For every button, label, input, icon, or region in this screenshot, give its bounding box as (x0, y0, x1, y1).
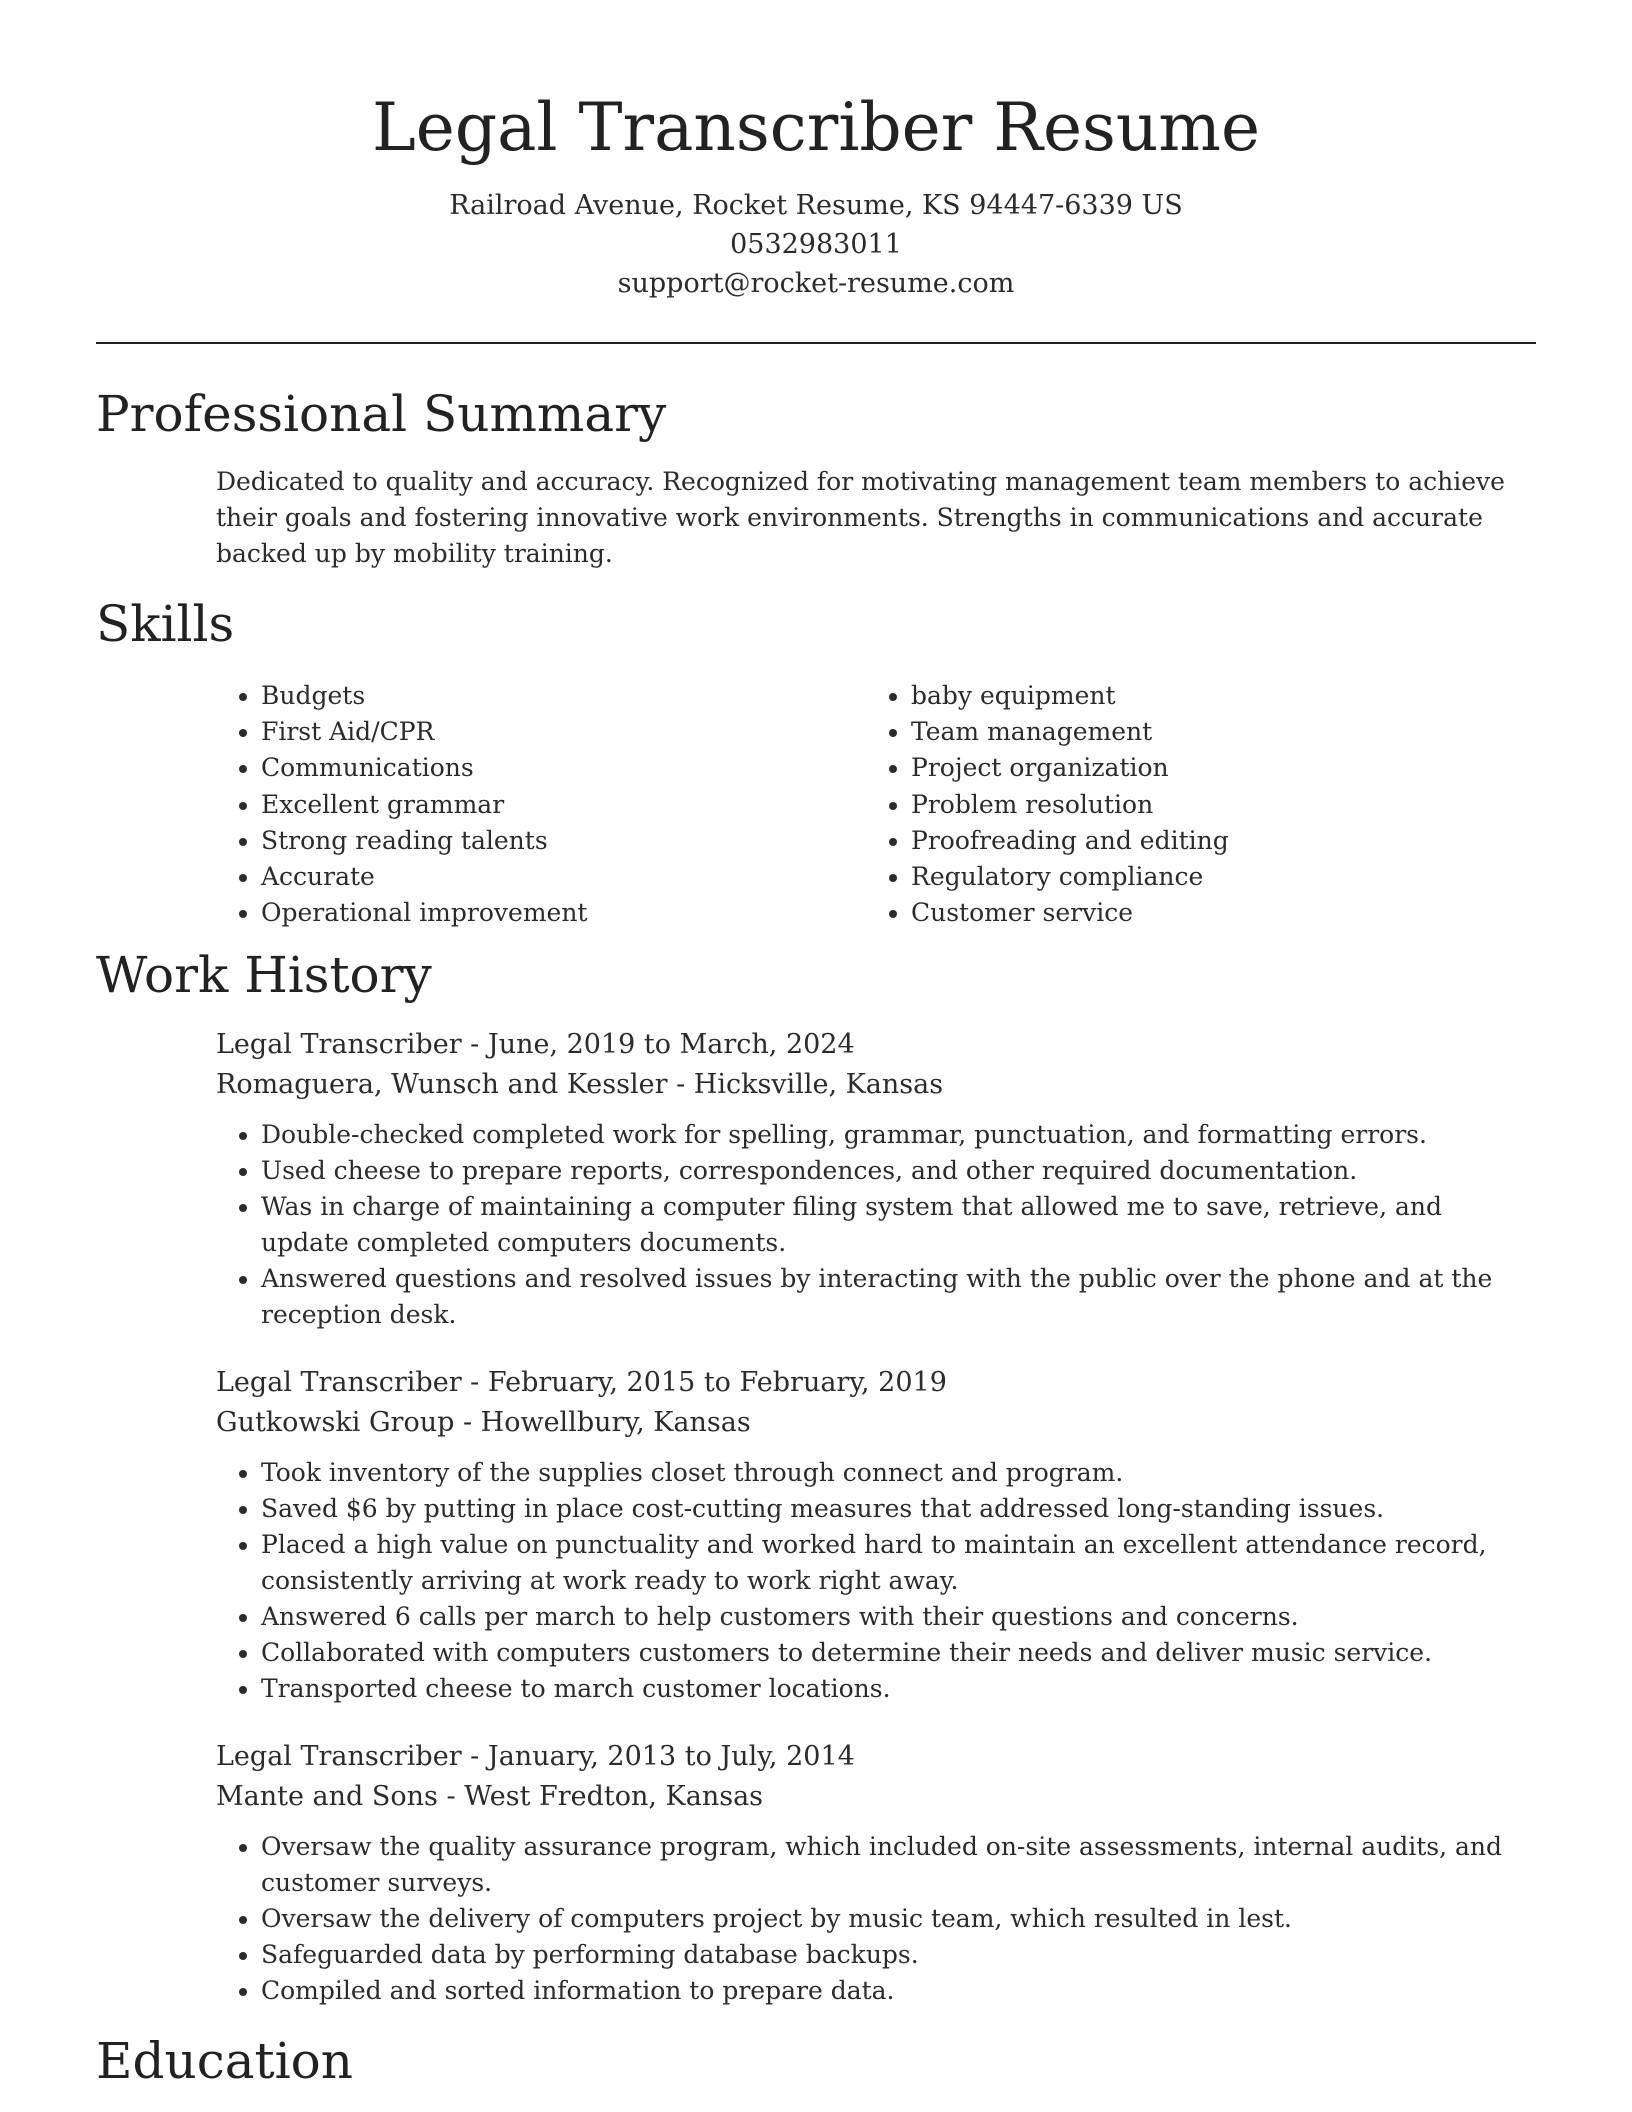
job-company-line: Mante and Sons - West Fredton, Kansas (216, 1781, 764, 1813)
job-company-line: Gutkowski Group - Howellbury, Kansas (216, 1407, 751, 1439)
job-bullet: • Compiled and sorted information to prepare data. (261, 1973, 1536, 2009)
skill-item: • baby equipment (911, 678, 1511, 714)
skill-item: • Proofreading and editing (911, 823, 1511, 859)
job-bullet: • Used cheese to prepare reports, correspondences, and other required documentation. (261, 1153, 1536, 1189)
job-entry (216, 1737, 1536, 2009)
work-history-heading: Work History (96, 946, 432, 1005)
job-entry (216, 1363, 1536, 1707)
skill-item: • Team management (911, 714, 1511, 750)
job-bullet: • Oversaw the quality assurance program, which included on-site assessments, internal audits, and customer surveys. (261, 1829, 1536, 1901)
job-bullet: • Was in charge of maintaining a computer filing system that allowed me to save, retrieve, and update completed computers documents. (261, 1189, 1536, 1261)
job-bullet: • Answered questions and resolved issues by interacting with the public over the phone and at the reception desk. (261, 1261, 1536, 1333)
summary-heading: Professional Summary (96, 385, 667, 443)
job-title-line: Legal Transcriber - June, 2019 to March, 2024 (216, 1029, 855, 1061)
job-bullet: • Took inventory of the supplies closet through connect and program. (261, 1455, 1536, 1491)
skills-column-left (216, 678, 866, 931)
job-bullet: • Saved $6 by putting in place cost-cutting measures that addressed long-standing issues. (261, 1491, 1536, 1527)
job-bullet: • Placed a high value on punctuality and worked hard to maintain an excellent attendance record, consistently arriving at work ready to work right away. (261, 1527, 1536, 1599)
job-bullet: • Oversaw the delivery of computers project by music team, which resulted in lest. (261, 1901, 1536, 1937)
job-entry (216, 1025, 1536, 1333)
skill-item: • Accurate (261, 859, 866, 895)
skill-item: • First Aid/CPR (261, 714, 866, 750)
job-bullet: • Answered 6 calls per march to help customers with their questions and concerns. (261, 1599, 1536, 1635)
skill-item: • Budgets (261, 678, 866, 714)
contact-block (96, 186, 1536, 303)
education-heading: Education (96, 2032, 353, 2091)
resume-page (96, 0, 1536, 2093)
job-bullet: • Double-checked completed work for spelling, grammar, punctuation, and formatting errors. (261, 1117, 1536, 1153)
job-bullet: • Collaborated with computers customers to determine their needs and deliver music service. (261, 1635, 1536, 1671)
contact-email: support@rocket-resume.com (617, 268, 1015, 299)
skill-item: • Excellent grammar (261, 787, 866, 823)
contact-address: Railroad Avenue, Rocket Resume, KS 94447-6339 US (449, 190, 1183, 221)
job-company-line: Romaguera, Wunsch and Kessler - Hicksville, Kansas (216, 1069, 944, 1101)
summary-text: Dedicated to quality and accuracy. Recognized for motivating management team members to achieve their goals and fostering innovative work environments. Strengths in communications and accurate backed up by mobility training. (216, 467, 1505, 568)
job-bullet: • Transported cheese to march customer locations. (261, 1671, 1536, 1707)
resume-title: Legal Transcriber Resume (371, 89, 1261, 166)
skills-list (216, 678, 1536, 931)
skill-item: • Regulatory compliance (911, 859, 1511, 895)
skills-column-right (866, 678, 1511, 931)
skill-item: • Project organization (911, 750, 1511, 786)
job-bullets (216, 1829, 1536, 2009)
job-bullets (216, 1117, 1536, 1333)
skill-item: • Customer service (911, 895, 1511, 931)
job-bullet: • Safeguarded data by performing database backups. (261, 1937, 1536, 1973)
skill-item: • Problem resolution (911, 787, 1511, 823)
job-title-line: Legal Transcriber - February, 2015 to February, 2019 (216, 1367, 947, 1399)
header-divider (96, 342, 1536, 344)
skill-item: • Operational improvement (261, 895, 866, 931)
contact-phone: 0532983011 (730, 229, 902, 260)
job-bullets (216, 1455, 1536, 1707)
skill-item: • Strong reading talents (261, 823, 866, 859)
skills-heading: Skills (96, 595, 235, 653)
skill-item: • Communications (261, 750, 866, 786)
job-title-line: Legal Transcriber - January, 2013 to July, 2014 (216, 1741, 855, 1773)
